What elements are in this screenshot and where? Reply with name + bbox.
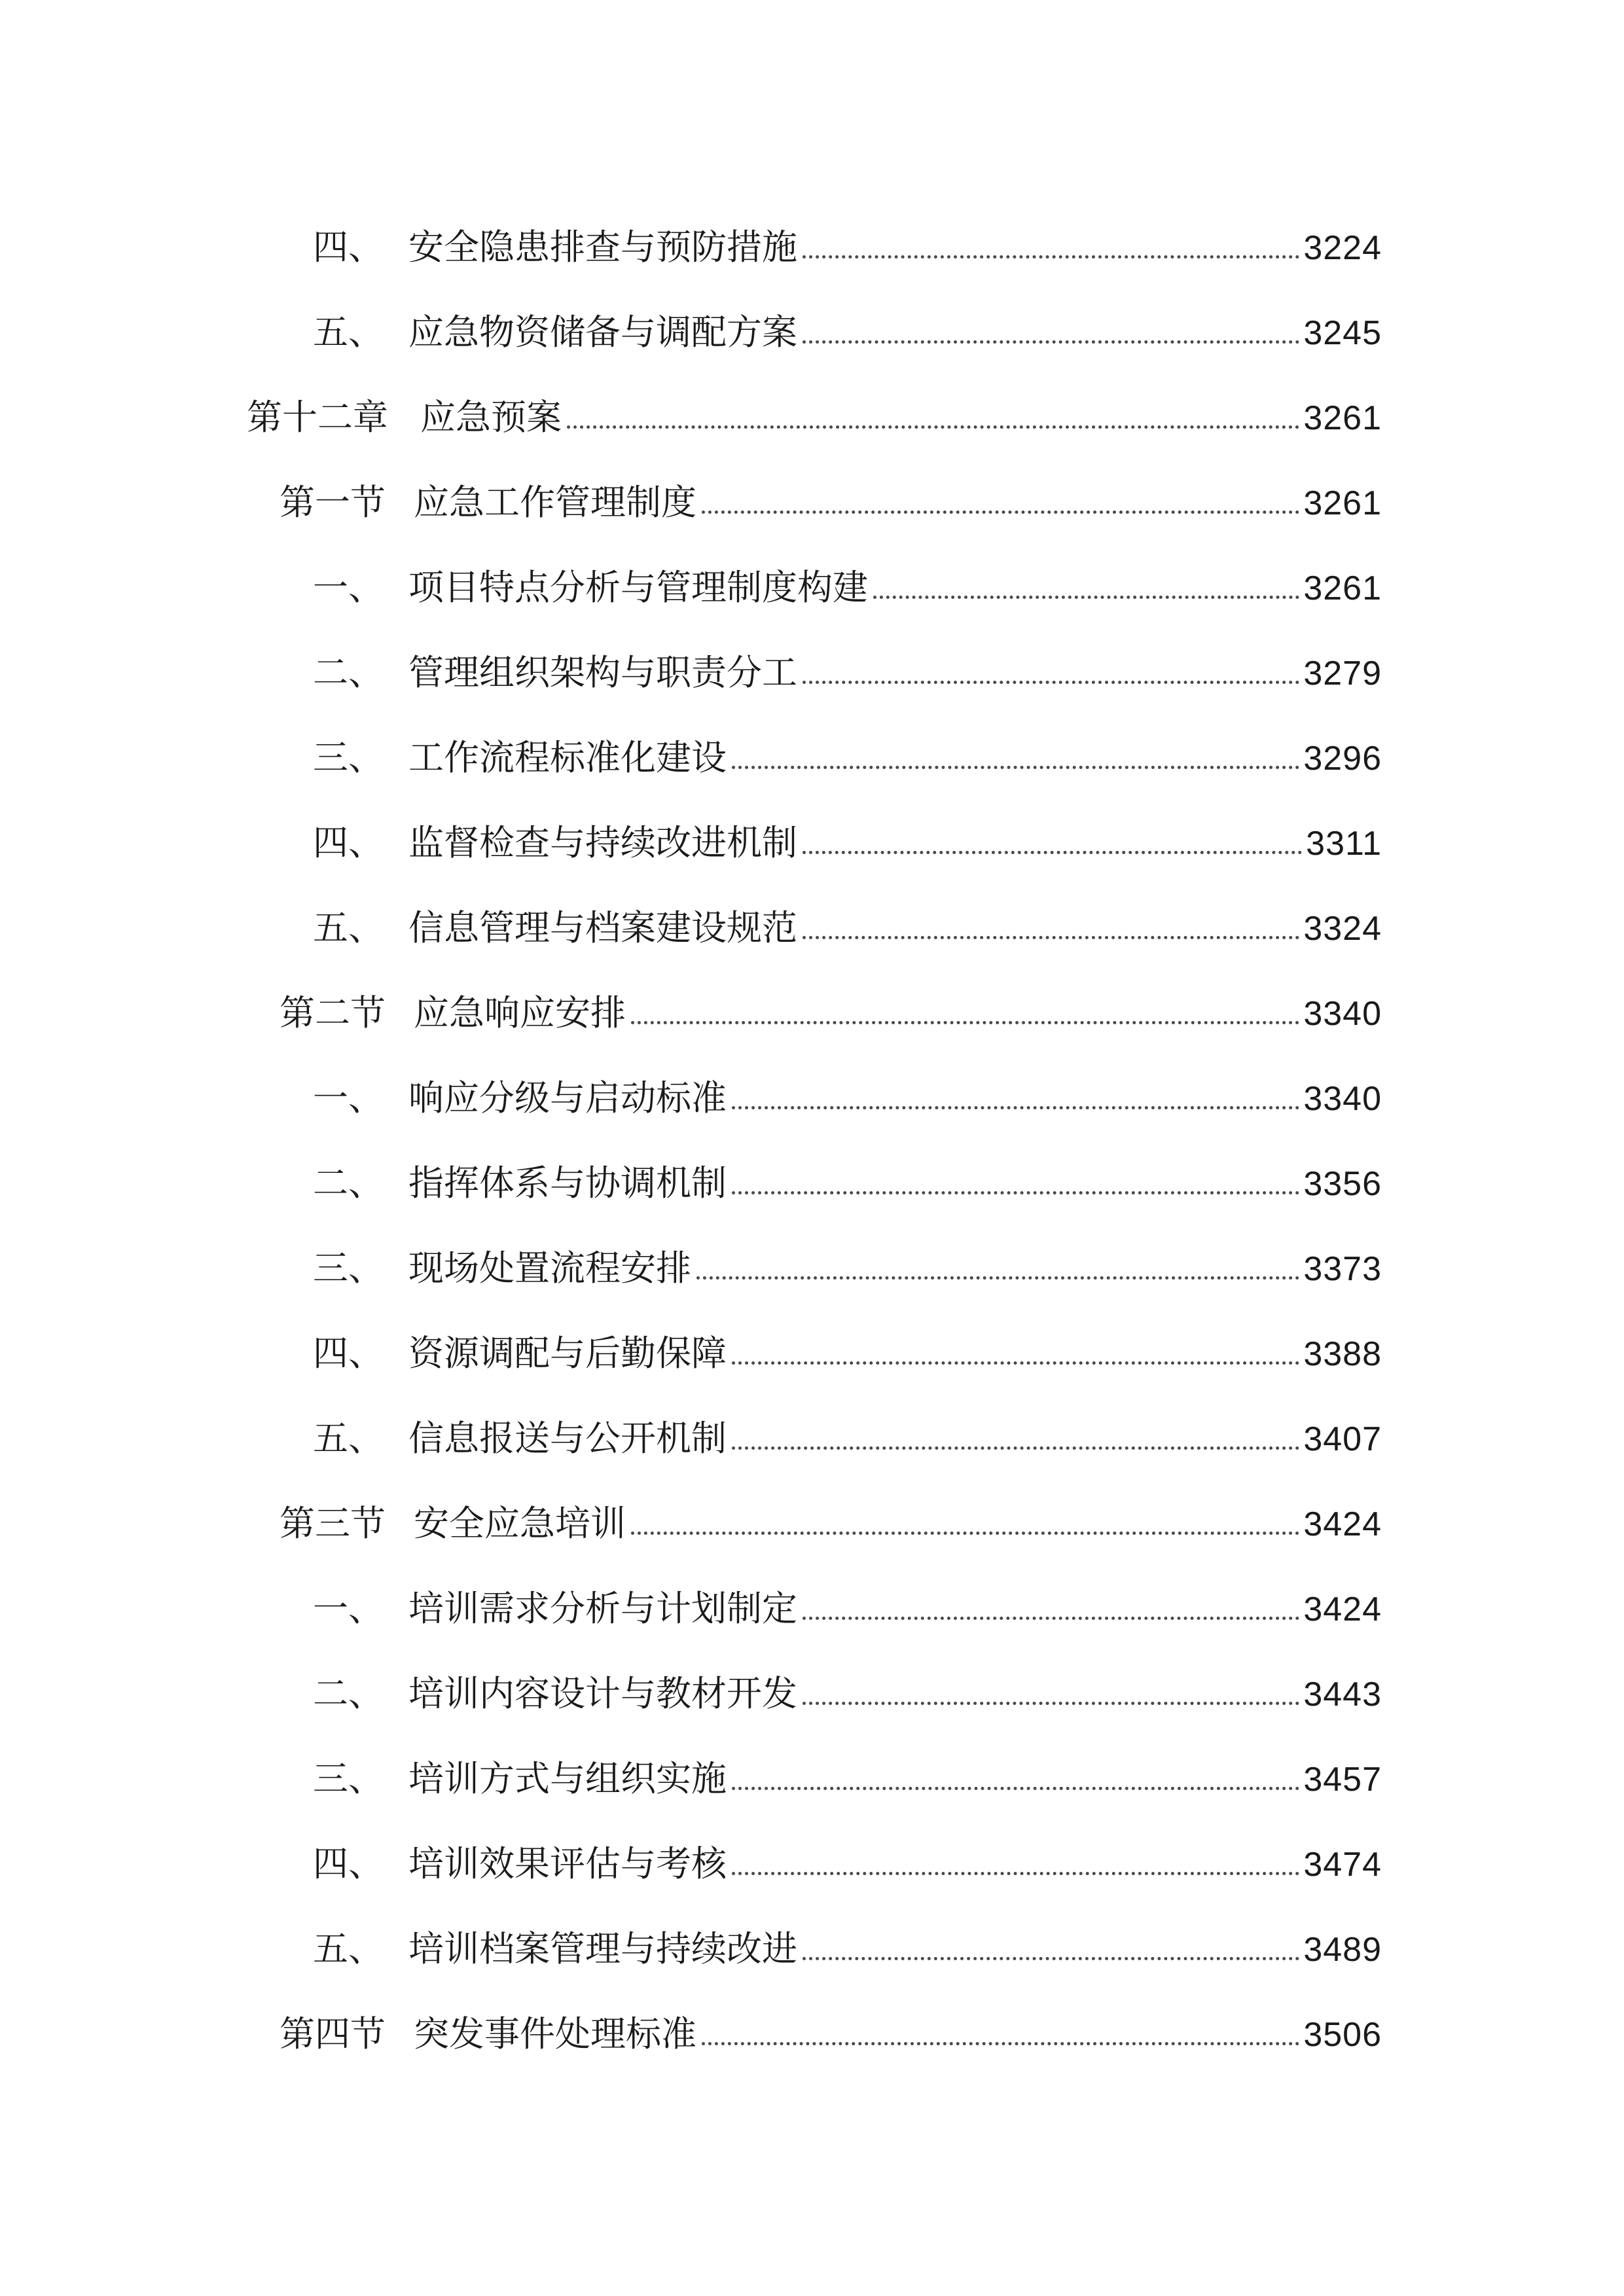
toc-entry-page: 3296 [1303,740,1382,778]
toc-entry[interactable] [313,638,1382,691]
toc-entry-title: 信息管理与档案建设规范 [408,907,797,948]
toc-entry-number: 第三节 [280,1503,386,1544]
toc-entry[interactable] [313,1064,1382,1119]
toc-entry-number: 第一节 [280,482,386,523]
toc-entry[interactable] [280,1489,1382,1544]
dot-leader [803,1702,1299,1705]
toc-entry-number: 二、 [313,1162,384,1204]
toc-entry-page: 3261 [1303,484,1382,522]
toc-entry-title: 培训方式与组织实施 [408,1758,727,1799]
dot-leader [803,255,1299,259]
toc-entry-title: 资源调配与后勤保障 [408,1333,727,1374]
toc-entry-title: 应急响应安排 [414,992,626,1033]
toc-entry-title: 安全应急培训 [414,1503,626,1544]
dot-leader [702,511,1299,514]
toc-entry-page: 3424 [1303,1505,1382,1543]
toc-entry-page: 3279 [1303,655,1382,692]
toc-entry-title: 管理组织架构与职责分工 [408,652,797,693]
toc-entry-number: 第二节 [280,992,386,1033]
toc-entry-title: 培训档案管理与持续改进 [408,1928,797,1969]
toc-entry-number: 四、 [313,226,384,268]
toc-entry-number: 第十二章 [247,397,388,438]
toc-entry-number: 五、 [313,1418,384,1459]
toc-entry-title: 响应分级与启动标准 [408,1077,727,1119]
toc-entry-number: 四、 [313,822,384,863]
toc-entry[interactable] [313,893,1382,946]
dot-leader [803,1957,1299,1960]
toc-entry-number: 五、 [313,907,384,948]
toc-entry[interactable] [280,2000,1382,2052]
toc-entry[interactable] [313,1319,1382,1374]
dot-leader [873,596,1299,599]
dot-leader [803,681,1299,684]
toc-entry[interactable] [280,978,1382,1031]
toc-entry-number: 三、 [313,1758,384,1799]
toc-entry-title: 应急工作管理制度 [414,482,696,523]
toc-entry[interactable] [313,808,1382,861]
toc-entry-page: 3506 [1303,2016,1382,2054]
toc-entry-title: 培训内容设计与教材开发 [408,1673,797,1714]
toc-entry-number: 五、 [313,312,384,353]
toc-entry-title: 项目特点分析与管理制度构建 [408,567,868,608]
toc-entry-page: 3261 [1303,399,1382,437]
toc-entry[interactable] [313,1914,1382,1967]
dot-leader [732,1191,1299,1194]
toc-entry[interactable] [313,1659,1382,1712]
dot-leader [803,851,1302,854]
dot-leader [803,1617,1299,1620]
toc-entry-number: 一、 [313,567,384,608]
toc-entry-page: 3224 [1303,229,1382,267]
toc-entry[interactable] [247,383,1382,438]
toc-entry[interactable] [313,1404,1382,1459]
toc-entry[interactable] [313,723,1382,776]
toc-entry-page: 3407 [1303,1420,1382,1458]
toc-entry[interactable] [313,553,1382,608]
toc-entry-page: 3324 [1303,910,1382,948]
dot-leader [732,766,1299,769]
toc-entry[interactable] [313,1744,1382,1797]
dot-leader [803,936,1299,939]
dot-leader [732,1106,1299,1109]
toc-entry-title: 应急预案 [420,397,562,438]
toc-entry-page: 3373 [1303,1250,1382,1288]
toc-entry-title: 监督检查与持续改进机制 [408,822,797,863]
toc-entry-page: 3311 [1306,825,1382,863]
dot-leader [732,1361,1299,1365]
toc-entry[interactable] [313,1829,1382,1882]
toc-entry-title: 突发事件处理标准 [414,2013,696,2054]
toc-entry-title: 应急物资储备与调配方案 [408,312,797,353]
toc-entry-number: 二、 [313,652,384,693]
toc-entry-number: 一、 [313,1077,384,1119]
toc-entry-page: 3388 [1303,1335,1382,1373]
toc-entry-page: 3340 [1303,995,1382,1033]
toc-entry-title: 培训需求分析与计划制定 [408,1588,797,1629]
toc-entry-page: 3424 [1303,1590,1382,1628]
dot-leader [732,1446,1299,1450]
dot-leader [631,1021,1299,1024]
toc-entry-number: 四、 [313,1333,384,1374]
toc-entry-title: 工作流程标准化建设 [408,737,727,778]
toc-entry-number: 第四节 [280,2013,386,2054]
toc-entry-page: 3457 [1303,1761,1382,1799]
toc-entry-page: 3474 [1303,1846,1382,1884]
toc-entry[interactable] [280,468,1382,523]
toc-entry[interactable] [313,1574,1382,1629]
toc-entry-title: 指挥体系与协调机制 [408,1162,727,1204]
dot-leader [696,1276,1299,1280]
toc-entry-title: 安全隐患排查与预防措施 [408,226,797,268]
dot-leader [567,425,1299,429]
toc-entry-title: 信息报送与公开机制 [408,1418,727,1459]
toc-entry-page: 3356 [1303,1165,1382,1203]
toc-entry-page: 3489 [1303,1931,1382,1969]
toc-entry-number: 三、 [313,737,384,778]
toc-entry-number: 二、 [313,1673,384,1714]
toc-entry[interactable] [313,1149,1382,1204]
toc-entry-number: 五、 [313,1928,384,1969]
toc-entry-number: 三、 [313,1247,384,1289]
toc-entry-page: 3443 [1303,1676,1382,1713]
toc-entry[interactable] [313,298,1382,353]
toc-entry[interactable] [313,1234,1382,1289]
toc-entry-title: 培训效果评估与考核 [408,1843,727,1884]
toc-entry[interactable] [313,213,1382,268]
toc-entry-page: 3261 [1303,569,1382,607]
dot-leader [702,2042,1299,2045]
toc-entry-page: 3245 [1303,314,1382,352]
dot-leader [803,340,1299,344]
dot-leader [732,1787,1299,1790]
toc-entry-number: 一、 [313,1588,384,1629]
toc-entry-number: 四、 [313,1843,384,1884]
toc-entry-title: 现场处置流程安排 [408,1247,691,1289]
dot-leader [631,1532,1299,1535]
toc-entry-page: 3340 [1303,1080,1382,1118]
dot-leader [732,1872,1299,1875]
